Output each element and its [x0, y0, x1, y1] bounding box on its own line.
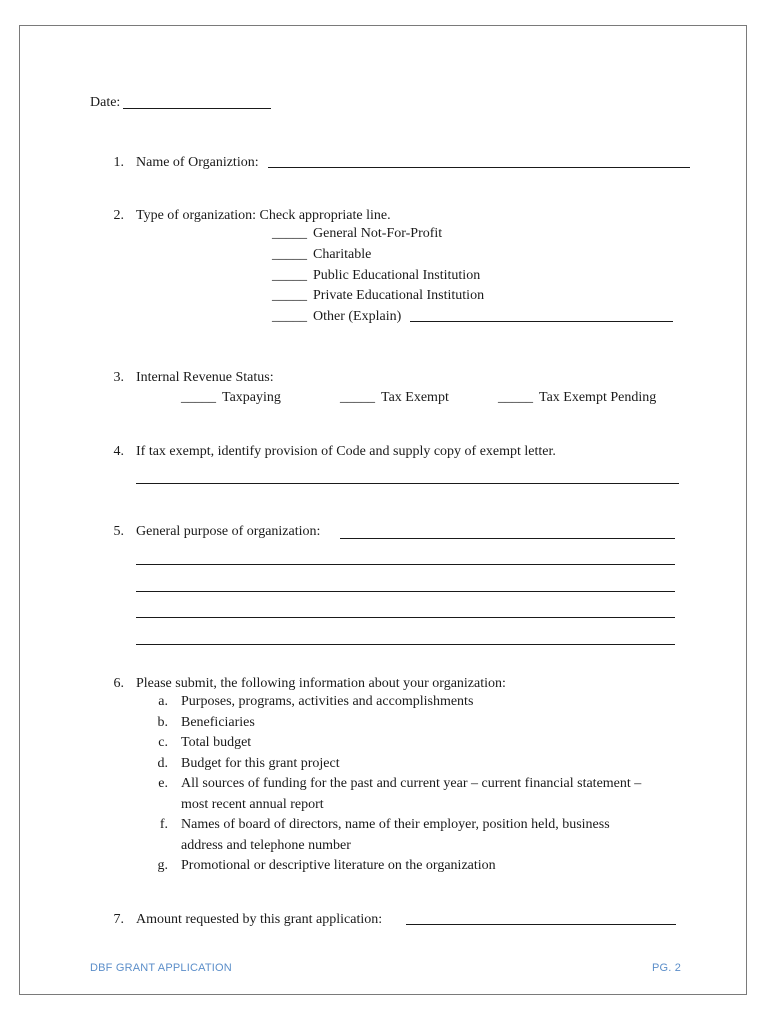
q3-option-blank[interactable]: _____	[340, 390, 375, 405]
q3-option-label: Taxpaying	[222, 390, 281, 405]
q5-label: General purpose of organization:	[136, 524, 321, 539]
q3-number: 3.	[113, 370, 124, 385]
organization-name-field[interactable]	[268, 167, 690, 168]
q6-item-text-continued: address and telephone number	[181, 838, 351, 853]
amount-requested-field[interactable]	[406, 924, 676, 925]
q7-number: 7.	[113, 912, 124, 927]
q2-option-blank[interactable]: _____	[272, 247, 307, 262]
q6-item-letter: a.	[158, 694, 168, 709]
q2-label: Type of organization: Check appropriate line.	[136, 208, 391, 223]
q2-option-label: Private Educational Institution	[313, 288, 485, 303]
q6-item-text: Promotional or descriptive literature on the organization	[181, 858, 496, 873]
tax-exempt-provision-field[interactable]	[136, 483, 679, 484]
q3-option-blank[interactable]: _____	[181, 390, 216, 405]
q6-item-letter: b.	[157, 715, 168, 730]
q5-number: 5.	[113, 524, 124, 539]
q6-item-text: Beneficiaries	[181, 715, 255, 730]
q2-option-label: General Not-For-Profit	[313, 226, 443, 241]
q6-item-text: All sources of funding for the past and current year – current financial statement –	[181, 776, 642, 791]
q3-option-label: Tax Exempt	[381, 390, 449, 405]
date-label: Date:	[90, 95, 121, 110]
q2-option-blank[interactable]: _____	[272, 288, 307, 303]
q3-label: Internal Revenue Status:	[136, 370, 274, 385]
q6-number: 6.	[113, 676, 124, 691]
q6-item-text: Total budget	[181, 735, 252, 750]
q1-label: Name of Organiztion:	[136, 155, 259, 170]
date-field[interactable]	[123, 108, 271, 109]
q4-number: 4.	[113, 444, 124, 459]
general-purpose-line[interactable]	[136, 591, 675, 592]
q6-item-text: Purposes, programs, activities and accomplishments	[181, 694, 474, 709]
q6-item-text: Budget for this grant project	[181, 756, 340, 771]
q1-number: 1.	[113, 155, 124, 170]
q3-option-blank[interactable]: _____	[498, 390, 533, 405]
q6-item-text: Names of board of directors, name of their employer, position held, business	[181, 817, 610, 832]
q6-item-letter: c.	[158, 735, 168, 750]
q4-label: If tax exempt, identify provision of Code and supply copy of exempt letter.	[136, 444, 556, 459]
q2-option-blank[interactable]: _____	[272, 226, 307, 241]
general-purpose-line[interactable]	[136, 644, 675, 645]
q6-item-letter: e.	[158, 776, 168, 791]
other-explain-field[interactable]	[410, 321, 673, 322]
q6-item-text-continued: most recent annual report	[181, 797, 324, 812]
q2-option-label: Charitable	[313, 247, 372, 262]
q6-item-letter: g.	[157, 858, 168, 873]
q3-option-label: Tax Exempt Pending	[539, 390, 657, 405]
q6-label: Please submit, the following information about your organization:	[136, 676, 506, 691]
general-purpose-line[interactable]	[136, 617, 675, 618]
q6-item-letter: f.	[159, 817, 168, 832]
general-purpose-field[interactable]	[340, 538, 675, 539]
q2-option-blank[interactable]: _____	[272, 309, 307, 324]
q2-option-label: Other (Explain)	[313, 309, 402, 324]
footer-page-number: PG. 2	[652, 962, 682, 974]
footer-title: DBF GRANT APPLICATION	[90, 962, 232, 974]
q6-item-letter: d.	[157, 756, 168, 771]
q2-number: 2.	[113, 208, 124, 223]
document-page	[19, 25, 747, 995]
q2-option-blank[interactable]: _____	[272, 268, 307, 283]
q2-option-label: Public Educational Institution	[313, 268, 481, 283]
q7-label: Amount requested by this grant application:	[136, 912, 383, 927]
general-purpose-line[interactable]	[136, 564, 675, 565]
